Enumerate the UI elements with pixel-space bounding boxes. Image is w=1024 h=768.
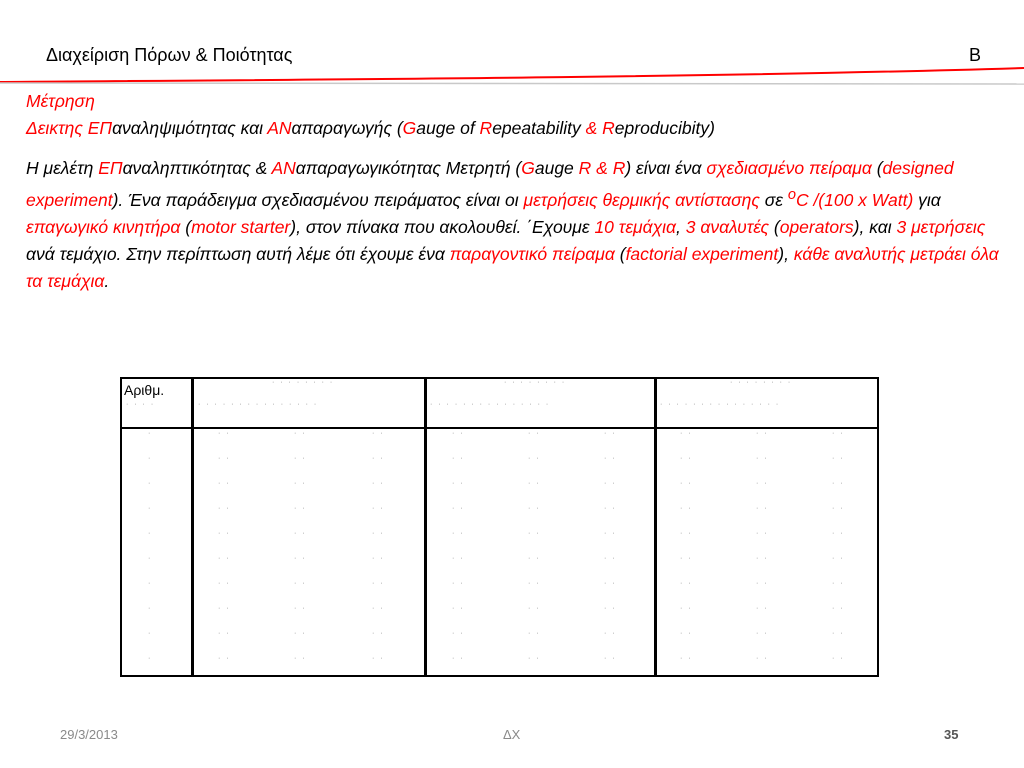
faded-mark: · · [294, 605, 307, 612]
faded-mark: · · [294, 655, 307, 662]
faded-mark: · · [604, 555, 617, 562]
faded-mark: · · [832, 580, 845, 587]
faded-mark: · · [452, 480, 465, 487]
heading-part: R [479, 118, 493, 138]
faded-mark: · · [452, 530, 465, 537]
faded-mark: · · [756, 655, 769, 662]
faded-mark: · · · · · · · · [272, 379, 335, 386]
slide-header-letter: B [968, 45, 981, 65]
text-run: ), [778, 243, 794, 264]
faded-mark: · · · · · · · · · · · · · · · [198, 401, 319, 408]
text-run: R & R [578, 158, 626, 178]
faded-mark: · [148, 630, 153, 637]
faded-mark: · · [218, 630, 231, 637]
text-run: Η μελέτη [26, 158, 99, 178]
faded-mark: · [148, 430, 153, 437]
faded-mark: · · [832, 655, 845, 662]
text-run: σε [759, 189, 788, 210]
faded-mark: · · [756, 430, 769, 437]
faded-mark: · · [756, 580, 769, 587]
faded-mark: · · [372, 480, 385, 487]
text-run: 3 αναλυτές [685, 216, 770, 237]
faded-mark: · · [372, 455, 385, 462]
faded-mark: · · [528, 505, 541, 512]
faded-mark: · [148, 555, 153, 562]
faded-mark: · · · · · · · · [504, 379, 567, 386]
heading-part: & [585, 118, 598, 138]
text-run: ( [614, 243, 626, 264]
faded-mark: · · [372, 630, 385, 637]
text-run: C /(100 x Watt) [795, 189, 914, 210]
faded-mark: · · [294, 580, 307, 587]
faded-mark: · · [680, 505, 693, 512]
heading-part: eproducibity) [614, 118, 715, 138]
faded-mark: · [148, 455, 153, 462]
measurement-table [120, 377, 879, 677]
slide-header-title: Διαχείριση Πόρων & Ποιότητας [46, 45, 293, 65]
text-run: 10 τεμάχια [594, 216, 677, 237]
text-run: απαραγωγικότητας Μετρητή ( [295, 158, 522, 178]
faded-mark: · · [680, 430, 693, 437]
text-run: αναληπτικότητας & [122, 158, 272, 178]
footer-author: ΔΧ [503, 727, 521, 742]
faded-mark: · · [756, 605, 769, 612]
table-column-divider [654, 379, 657, 675]
faded-mark: · · [832, 630, 845, 637]
faded-mark: · · [832, 530, 845, 537]
faded-mark: · · [218, 580, 231, 587]
faded-mark: · · [372, 505, 385, 512]
faded-mark: · · [528, 630, 541, 637]
faded-mark: · · [218, 605, 231, 612]
heading-part: ΕΠ [87, 118, 113, 138]
text-run: ΑΝ [271, 158, 296, 178]
heading-part: auge of [416, 118, 480, 138]
heading-part: epeatability [492, 118, 586, 138]
faded-mark: · · [832, 555, 845, 562]
faded-mark: · · [452, 630, 465, 637]
text-run: , [676, 216, 686, 237]
faded-mark: · · [528, 480, 541, 487]
faded-mark: · · [294, 555, 307, 562]
text-run: . [104, 270, 110, 291]
faded-mark: · · [604, 630, 617, 637]
faded-mark: · · [528, 655, 541, 662]
text-run: factorial experiment [625, 243, 779, 264]
text-run: κάθε αναλυτής μετράει όλα τα τεμάχια [26, 243, 999, 291]
footer-date: 29/3/2013 [60, 727, 118, 742]
faded-mark: · · [528, 455, 541, 462]
text-run: designed experiment [26, 158, 954, 210]
faded-mark: · [148, 505, 153, 512]
faded-mark: · · [604, 430, 617, 437]
faded-mark: · · [756, 480, 769, 487]
heading-part: απαραγωγής ( [291, 118, 403, 138]
faded-mark: · · [294, 630, 307, 637]
faded-mark: · · [294, 455, 307, 462]
faded-mark: · · [680, 480, 693, 487]
faded-mark: · · [218, 555, 231, 562]
heading-part: αναληψιμότητας και [112, 118, 268, 138]
text-run: ανά τεμάχιο. Στην περίπτωση αυτή λέμε ότι έχουμε ένα [26, 243, 450, 264]
faded-mark: · · [680, 530, 693, 537]
faded-mark: · · [372, 555, 385, 562]
text-run: ( [180, 216, 192, 237]
faded-mark: · · [294, 505, 307, 512]
text-run: ) είναι ένα [625, 158, 707, 178]
faded-mark: · · [832, 605, 845, 612]
heading-gauge-rr [26, 115, 1001, 142]
faded-mark: · · [294, 530, 307, 537]
faded-mark: · · [294, 480, 307, 487]
faded-mark: · · [680, 555, 693, 562]
faded-mark: · · [832, 455, 845, 462]
faded-mark: · · [756, 505, 769, 512]
faded-mark: · · [452, 655, 465, 662]
faded-mark: · · [756, 630, 769, 637]
slide-body [26, 88, 1001, 295]
faded-mark: · · [452, 505, 465, 512]
faded-mark: · · [294, 430, 307, 437]
faded-mark: · · [218, 530, 231, 537]
faded-mark: · · [218, 455, 231, 462]
faded-mark: · · [218, 430, 231, 437]
text-run: 3 μετρήσεις [896, 216, 986, 237]
faded-mark: · · [452, 555, 465, 562]
text-run: ), στον πίνακα που ακολουθεί. ΄Εχουμε [290, 216, 595, 237]
faded-mark: · · [604, 605, 617, 612]
faded-mark: · · [832, 480, 845, 487]
heading-part: Δεικτης [26, 118, 88, 138]
faded-mark: · · [528, 605, 541, 612]
faded-mark: · [148, 580, 153, 587]
faded-mark: · · [528, 580, 541, 587]
faded-mark: · [148, 605, 153, 612]
text-run: ). Ένα παράδειγμα σχεδιασμένου πειράματος είναι οι [112, 189, 524, 210]
text-run: ( [769, 216, 780, 237]
faded-mark: · · [604, 505, 617, 512]
faded-mark: · · [452, 455, 465, 462]
faded-mark: · · [604, 655, 617, 662]
faded-mark: · · [372, 530, 385, 537]
text-run: ), και [853, 216, 897, 237]
faded-mark: · · [680, 455, 693, 462]
text-run: ( [871, 158, 883, 178]
faded-mark: · · [832, 505, 845, 512]
faded-mark: · · [452, 580, 465, 587]
faded-mark: · · [372, 580, 385, 587]
faded-mark: · · [528, 530, 541, 537]
faded-mark: · · · · [126, 401, 156, 408]
faded-mark: · · [680, 630, 693, 637]
faded-mark: · · [680, 605, 693, 612]
faded-mark: · · [604, 580, 617, 587]
faded-mark: · · [372, 605, 385, 612]
text-run: auge [534, 158, 579, 178]
text-run: ΕΠ [98, 158, 123, 178]
faded-mark: · · · · · · · · · · · · · · · [430, 401, 551, 408]
faded-mark: · [148, 530, 153, 537]
text-run: σχεδιασμένο πείραμα [706, 158, 872, 178]
faded-mark: · · [756, 455, 769, 462]
faded-mark: · · [218, 480, 231, 487]
faded-mark: · [148, 655, 153, 662]
heading-measurement: Μέτρηση [26, 91, 95, 111]
faded-mark: · · [680, 580, 693, 587]
faded-mark: · · [604, 455, 617, 462]
faded-mark: · · · · · · · · [730, 379, 793, 386]
text-run: επαγωγικό κινητήρα [26, 216, 181, 237]
faded-mark: · · [528, 430, 541, 437]
table-header-number: Αριθμ. [124, 382, 165, 398]
text-run: operators [779, 216, 854, 237]
text-run: παραγοντικό πείραμα [449, 243, 615, 264]
faded-mark: · · [680, 655, 693, 662]
faded-mark: · · [756, 530, 769, 537]
text-run: motor starter [191, 216, 291, 237]
table-column-divider [191, 379, 194, 675]
faded-mark: · · [452, 605, 465, 612]
faded-mark: · · [604, 530, 617, 537]
faded-mark: · · [218, 505, 231, 512]
faded-mark: · · [832, 430, 845, 437]
faded-mark: · [148, 480, 153, 487]
heading-part: R [602, 118, 615, 138]
faded-mark: · · [756, 555, 769, 562]
faded-mark: · · [528, 555, 541, 562]
table-column-divider [424, 379, 427, 675]
faded-mark: · · [452, 430, 465, 437]
text-run: G [521, 158, 535, 178]
faded-mark: · · · · · · · · · · · · · · · [660, 401, 781, 408]
table-header-divider [122, 427, 877, 429]
text-run: o [787, 187, 796, 203]
faded-mark: · · [372, 430, 385, 437]
footer-page-number: 35 [944, 727, 959, 742]
faded-mark: · · [218, 655, 231, 662]
text-run: μετρήσεις θερμικής αντίστασης [523, 189, 760, 210]
text-run: για [913, 189, 941, 210]
heading-part: G [402, 118, 417, 138]
heading-part: ΑΝ [267, 118, 292, 138]
body-paragraph [26, 155, 1001, 295]
faded-mark: · · [372, 655, 385, 662]
faded-mark: · · [604, 480, 617, 487]
